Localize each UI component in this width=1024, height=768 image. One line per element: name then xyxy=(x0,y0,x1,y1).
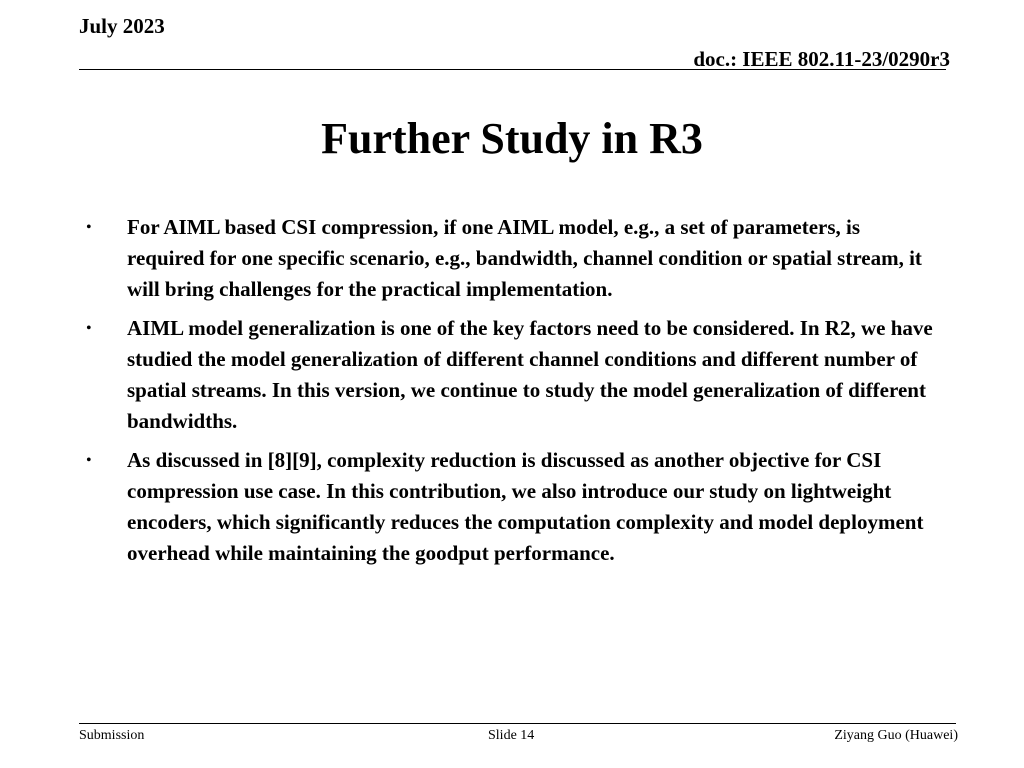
footer-author: Ziyang Guo (Huawei) xyxy=(834,728,958,743)
header-date: July 2023 xyxy=(79,14,165,38)
header-divider xyxy=(79,69,946,70)
footer-slide-number: Slide 14 xyxy=(488,728,535,743)
bullet-item xyxy=(84,313,934,437)
footer-submission: Submission xyxy=(79,728,145,743)
bullet-text: AIML model generalization is one of the key factors need to be considered. In R2, we have studied the model generalization of different channel conditions and different number of spatial streams. In this version, we continue to study the model generalization of different bandwidths. xyxy=(127,316,933,433)
bullet-icon: • xyxy=(86,219,92,236)
bullet-icon: • xyxy=(86,452,92,469)
bullet-item xyxy=(84,445,934,569)
bullet-icon: • xyxy=(86,320,92,337)
header-doc-id: doc.: IEEE 802.11-23/0290r3 xyxy=(693,47,950,71)
bullet-text: For AIML based CSI compression, if one AIML model, e.g., a set of parameters, is required for one specific scenario, e.g., bandwidth, channel condition or spatial stream, it will bring challenges for the practical implementation. xyxy=(127,215,922,301)
bullet-text: As discussed in [8][9], complexity reduction is discussed as another objective for CSI compression use case. In this contribution, we also introduce our study on lightweight encoders, which significantly reduces the computation complexity and model deployment overhead while maintaining the goodput performance. xyxy=(127,448,924,565)
footer-divider xyxy=(79,723,956,724)
bullet-list xyxy=(84,212,934,577)
bullet-item xyxy=(84,212,934,305)
slide-title: Further Study in R3 xyxy=(321,114,703,163)
